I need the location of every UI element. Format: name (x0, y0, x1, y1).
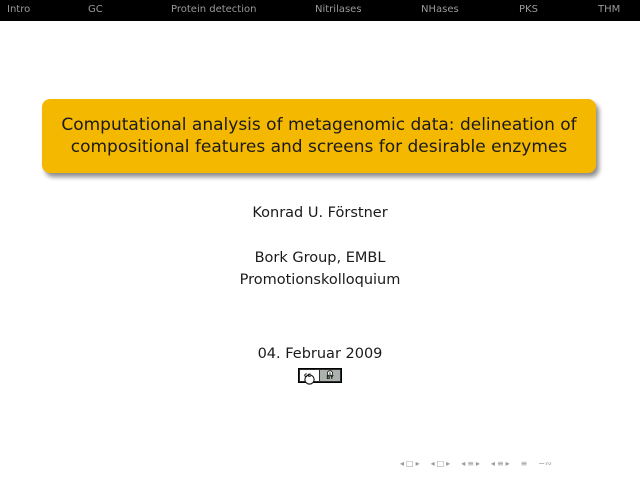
presentation-date: 04. Februar 2009 (257, 346, 383, 362)
prev-subsection-arrow-icon[interactable]: ◂ (430, 459, 435, 468)
prev-frame-arrow-icon[interactable]: ◂ (400, 459, 405, 468)
nav-item-nitrilases[interactable]: Nitrilases (315, 4, 362, 15)
next-subsection-arrow-icon[interactable]: ▸ (446, 459, 451, 468)
next-document-arrow-icon[interactable]: ▸ (505, 459, 510, 468)
cc-logo-text: cc (304, 372, 312, 379)
prev-document-arrow-icon[interactable]: ◂ (490, 459, 495, 468)
author-name: Konrad U. Förstner (252, 205, 388, 221)
subsection-icon[interactable]: □ (436, 459, 445, 468)
search-back-icon[interactable]: ∽∾ (538, 459, 552, 468)
nav-item-gc[interactable]: GC (88, 4, 103, 15)
attribution-label: BY (326, 375, 334, 381)
attribution-icon (320, 370, 340, 381)
next-frame-arrow-icon[interactable]: ▸ (415, 459, 420, 468)
affiliation-event: Promotionskolloquium (239, 272, 401, 288)
cc-logo-icon (300, 370, 319, 381)
align-icon[interactable]: ≡ (520, 459, 528, 468)
nav-item-pks[interactable]: PKS (519, 4, 538, 15)
prev-section-arrow-icon[interactable]: ◂ (461, 459, 466, 468)
nav-item-thm[interactable]: THM (598, 4, 621, 15)
affiliation-group: Bork Group, EMBL (254, 250, 386, 266)
creative-commons-license-badge (298, 368, 342, 383)
presentation-title-line-1: Computational analysis of metagenomic data: delineation of (61, 115, 577, 135)
next-section-arrow-icon[interactable]: ▸ (475, 459, 480, 468)
beamer-navigation-symbols (400, 458, 554, 470)
nav-item-protein-detection[interactable]: Protein detection (171, 4, 257, 15)
document-icon[interactable]: ≡ (496, 459, 504, 468)
nav-item-nhases[interactable]: NHases (421, 4, 459, 15)
section-icon[interactable]: ≡ (467, 459, 474, 468)
frame-icon[interactable]: □ (406, 459, 414, 468)
section-navigation-bar (0, 0, 640, 21)
nav-item-intro[interactable]: Intro (7, 4, 31, 15)
title-block (42, 99, 596, 173)
presentation-title-line-2: compositional features and screens for desirable enzymes (70, 137, 568, 157)
